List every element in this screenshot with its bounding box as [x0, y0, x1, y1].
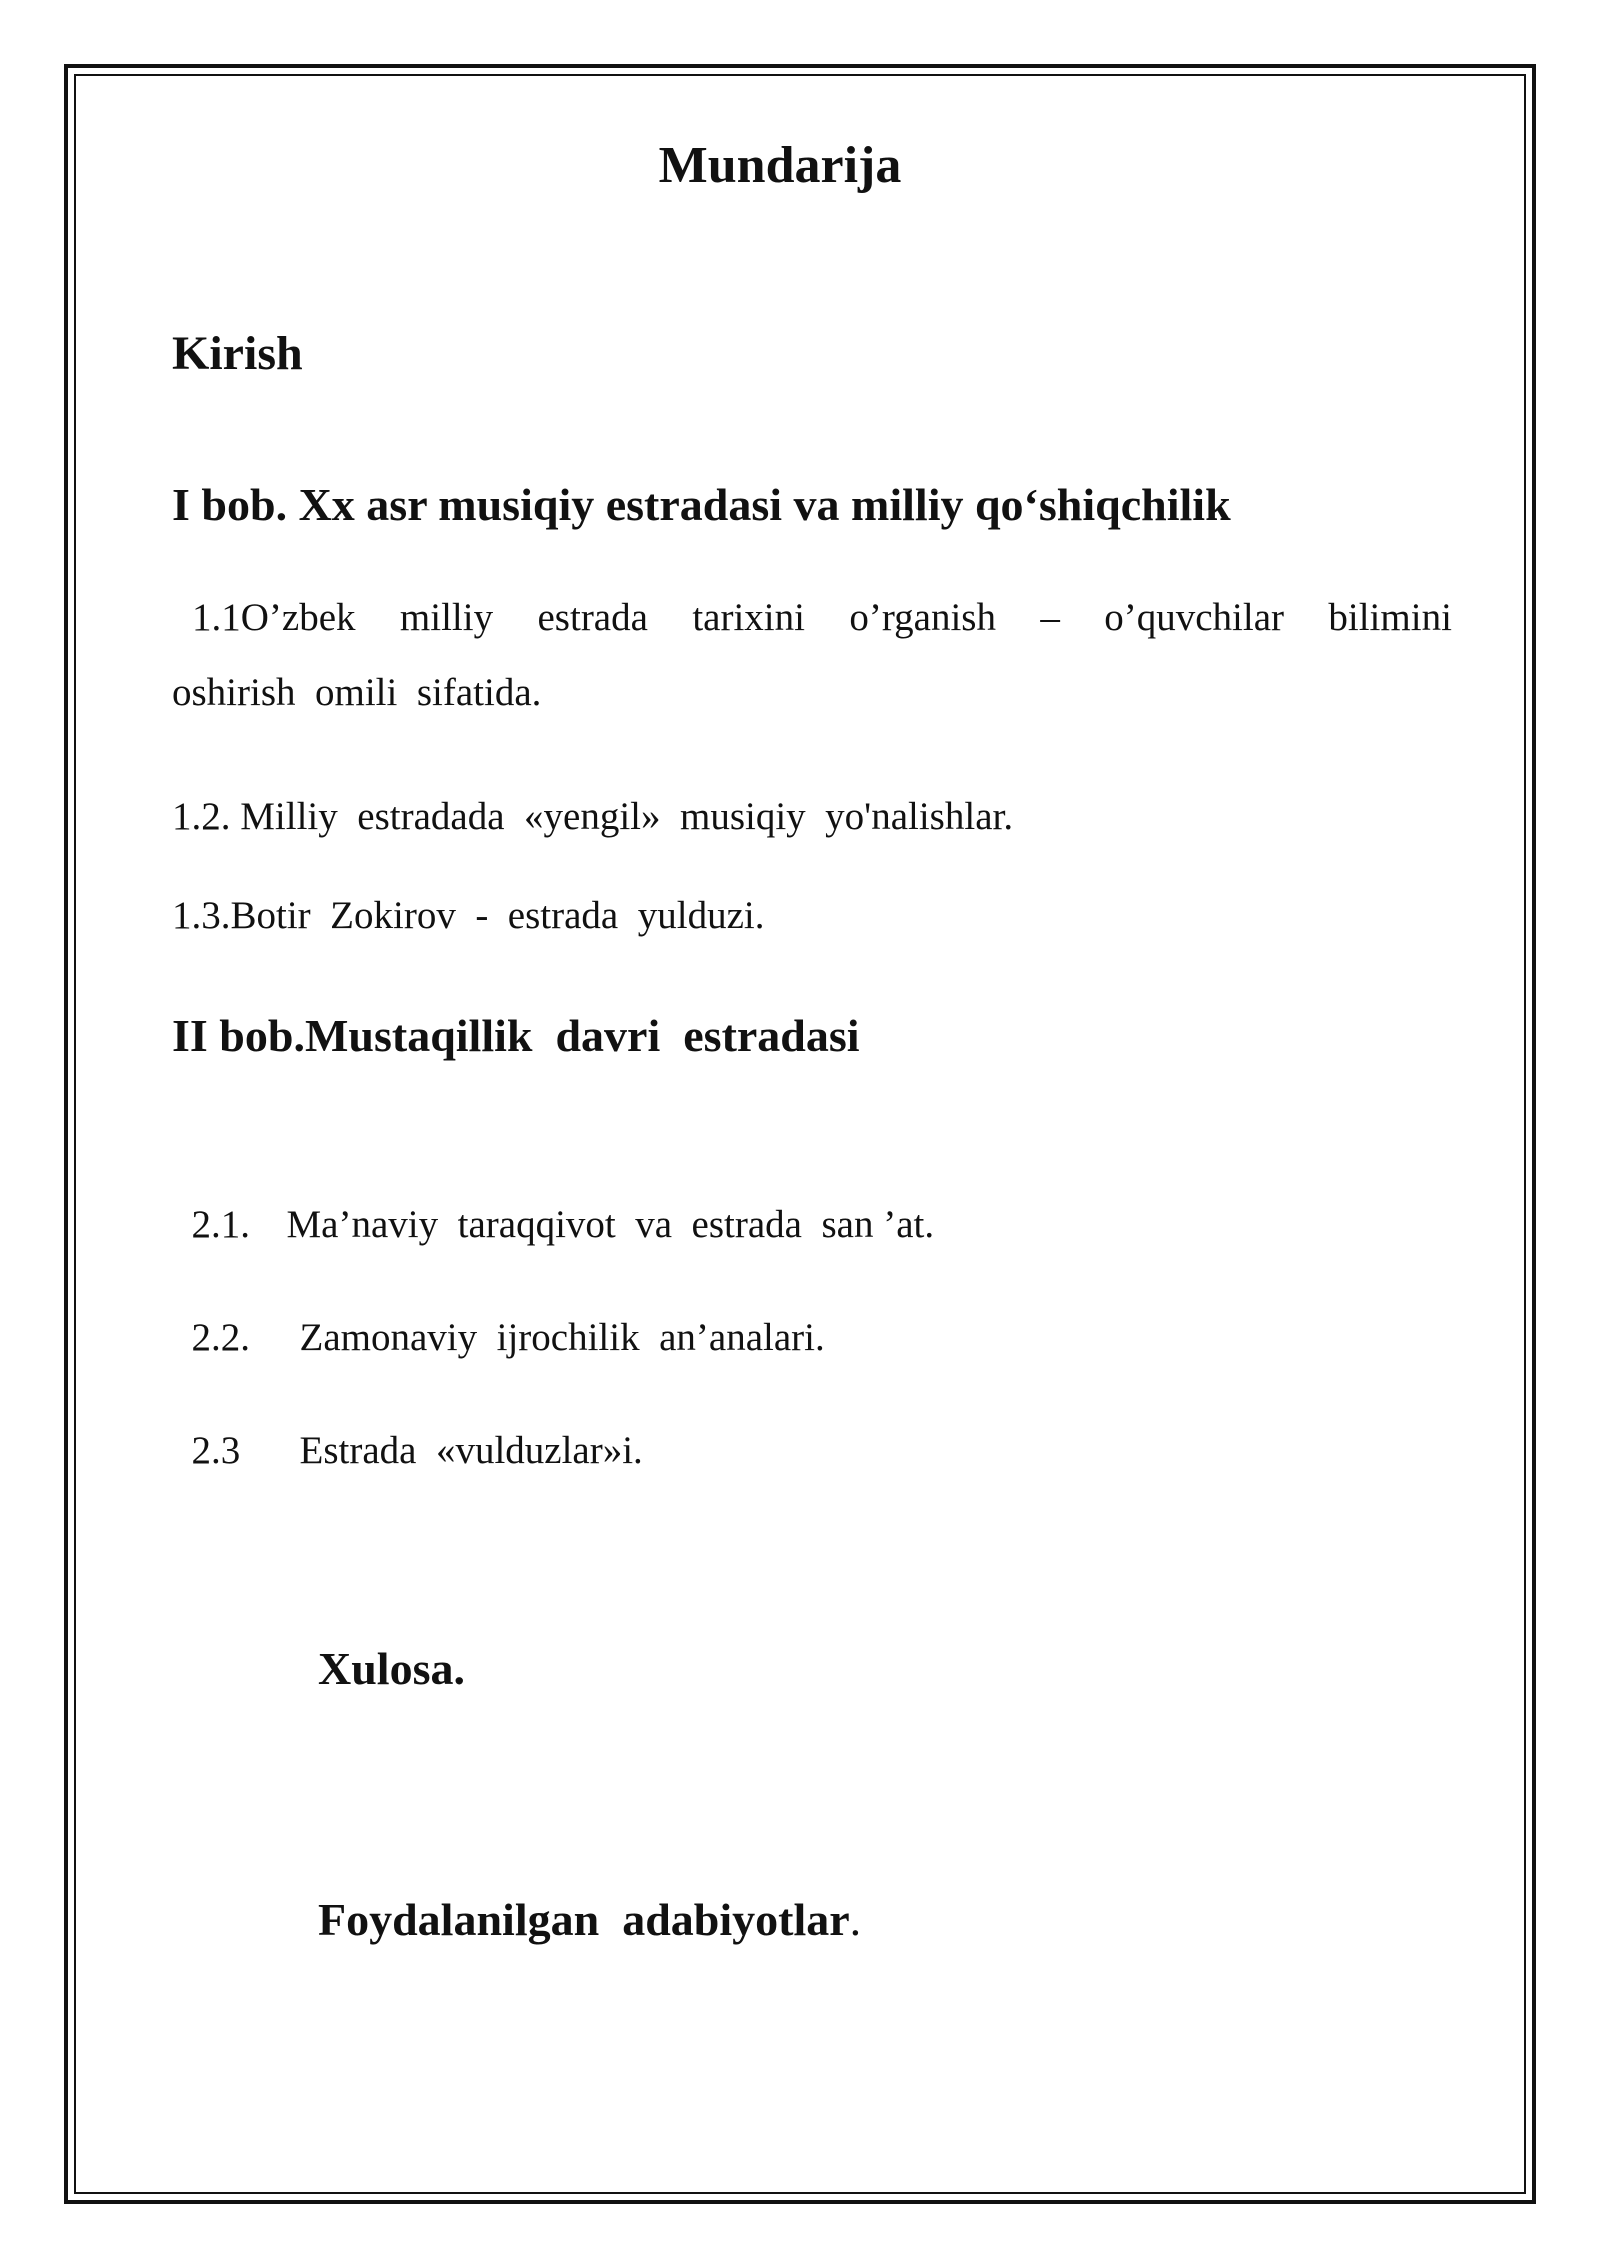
chapter-2-heading: II bob.Mustaqillik davri estradasi — [172, 1010, 860, 1061]
toc-item-1-3: 1.3.Botir Zokirov - estrada yulduzi. — [172, 894, 765, 937]
references-heading — [318, 1894, 862, 1945]
toc-item-2-3 — [172, 1392, 643, 1470]
word: milliy — [399, 596, 494, 639]
page-border-inner — [74, 74, 1526, 2194]
word: – — [1040, 596, 1060, 639]
toc-item-text: Estrada «vulduzlar»i. — [299, 1429, 643, 1472]
word: tarixini — [692, 596, 805, 639]
toc-item-1-2: 1.2. Milliy estradada «yengil» musiqiy yo'nalishlar. — [172, 795, 1014, 838]
toc-item-1-1-line-1 — [172, 598, 1452, 637]
toc-item-text: Zamonaviy ijrochilik an’analari. — [299, 1316, 825, 1359]
word: estrada — [537, 596, 648, 639]
toc-item-text: Ma’naviy taraqqivot va estrada san ’at. — [286, 1203, 935, 1246]
conclusion-heading: Xulosa. — [318, 1643, 465, 1694]
toc-item-number: 2.1. — [191, 1203, 250, 1246]
chapter-1-heading: I bob. Xx asr musiqiy estradasi va milliy qo‘shiqchilik — [172, 479, 1231, 530]
toc-item-2-2 — [172, 1279, 825, 1357]
word: 1.1O’zbek — [192, 596, 356, 639]
toc-item-1-1-line-2: oshirish omili sifatida. — [172, 671, 542, 714]
word: bilimini — [1328, 596, 1452, 639]
toc-item-number: 2.2. — [191, 1316, 250, 1359]
page-title: Mundarija — [658, 137, 902, 194]
word: o’quvchilar — [1104, 596, 1284, 639]
toc-item-number: 2.3 — [191, 1429, 241, 1472]
intro-heading: Kirish — [172, 327, 303, 380]
toc-item-2-1 — [172, 1166, 934, 1244]
word: o’rganish — [849, 596, 996, 639]
references-period: . — [849, 1894, 862, 1945]
references-label: Foydalanilgan adabiyotlar — [318, 1894, 850, 1945]
